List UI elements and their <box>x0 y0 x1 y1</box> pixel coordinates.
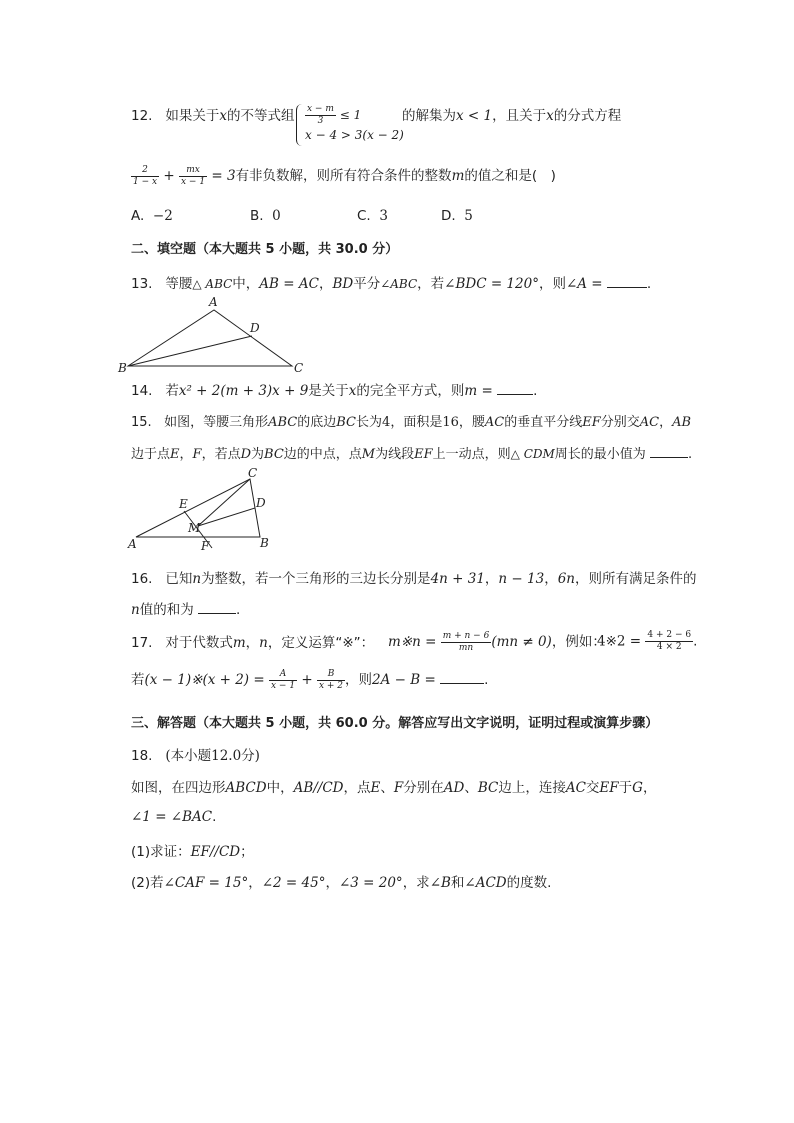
q12-inequality-system <box>296 104 404 146</box>
q12-text: 的值之和是( ) <box>464 168 556 184</box>
q17-definition-fraction: $\frac{m + n - 6}{mn}$ <box>442 630 490 653</box>
q16-line2: n值的和为 . <box>131 602 241 618</box>
q12-var-x: x <box>546 108 554 124</box>
q13-label-b: B <box>118 361 127 375</box>
q12-line1 <box>131 104 294 124</box>
q13-triangle-figure <box>116 294 316 376</box>
q12-eq-fraction-2: $\frac{mx}{x - 1}$ <box>180 164 206 187</box>
q15-label-f: F <box>201 539 210 552</box>
q18-header <box>131 744 260 764</box>
q17-example-fraction: $\frac{4 + 2 - 6}{4 \times 2}$ <box>647 630 692 652</box>
q15-triangle-figure <box>126 466 276 552</box>
q15-label-a: A <box>128 537 137 551</box>
q13-label-a: A <box>209 295 218 309</box>
q14-line: 14. 若x² + 2(m + 3)x + 9是关于x的完全平方式，则m = . <box>131 383 538 399</box>
q17-fraction-b: $\frac{B}{x + 2}$ <box>318 668 344 691</box>
q12-text: 如果关于 <box>165 108 220 124</box>
q13-label-c: C <box>294 361 304 375</box>
q18-part1: (1)求证：EF//CD； <box>131 844 254 860</box>
q17-fraction-a: $\frac{A}{x - 1}$ <box>270 668 296 691</box>
q12-text: 有非负数解，则所有符合条件的整数 <box>235 168 452 184</box>
q14-answer-blank[interactable] <box>497 382 533 395</box>
q12-second-inequality: x − 4 > 3(x − 2) <box>305 128 404 142</box>
q17-definition: m※n = $\frac{m + n - 6}{mn}$ (mn ≠ 0)，例如： <box>388 630 606 653</box>
q16-line1: 16. 已知n为整数，若一个三角形的三边长分别是4n + 31，n − 13，6n，则所有满足条件的 <box>131 571 697 587</box>
q13-number: 13. <box>131 276 153 292</box>
q15-segment-md <box>198 508 255 526</box>
q13-label-d: D <box>250 321 260 335</box>
q18-score: (本小题12.0分) <box>165 748 260 764</box>
section-heading-solutions: 三、解答题（本大题共 5 小题，共 60.0 分。解答应写出文字说明，证明过程或演算步骤） <box>131 716 659 731</box>
q16-answer-blank[interactable] <box>198 601 236 614</box>
q12-text: 的解集为 <box>402 108 456 124</box>
q12-var-m: m <box>451 168 465 184</box>
q18-line1: 如图，在四边形ABCD中，AB//CD，点E、F分别在AD、BC边上，连接AC交EF于G， <box>131 780 657 796</box>
q13-triangle <box>128 310 292 366</box>
q16-number: 16. <box>131 571 153 587</box>
q15-label-m: M <box>188 521 201 535</box>
q12-line2 <box>131 164 556 188</box>
q15-label-c: C <box>248 466 258 480</box>
q15-label-b: B <box>260 536 269 550</box>
q15-line2: 边于点E，F，若点D为BC边的中点，点M为线段EF上一动点，则△ CDM周长的最小值为 . <box>131 447 693 462</box>
q12-option-c[interactable]: C. 3 <box>357 208 388 224</box>
q12-eq-fraction-1: $\frac{2}{1 - x}$ <box>133 164 158 187</box>
q12-line1-cont <box>402 104 621 124</box>
q15-answer-blank[interactable] <box>650 445 688 458</box>
q17-number: 17. <box>131 635 153 651</box>
q15-number: 15. <box>131 415 152 430</box>
q12-relation: ≤ 1 <box>339 108 362 122</box>
q17-example: 4※2 = $\frac{4 + 2 - 6}{4 \times 2}$ . <box>597 630 698 652</box>
q12-text: ，且关于 <box>492 108 547 124</box>
q15-label-e: E <box>179 497 188 511</box>
q12-option-d[interactable]: D. 5 <box>441 208 473 224</box>
q12-rhs: = 3 <box>211 168 236 184</box>
q14-number: 14. <box>131 383 153 399</box>
q13-answer-blank[interactable] <box>607 275 647 288</box>
q18-part2: (2)若∠CAF = 15°，∠2 = 45°，∠3 = 20°，求∠B和∠ACD的度数. <box>131 875 552 891</box>
q12-option-b[interactable]: B. 0 <box>250 208 281 224</box>
q12-text: 的分式方程 <box>553 108 622 124</box>
q18-line2: ∠1 = ∠BAC. <box>131 809 217 825</box>
q13-line1: 13. 等腰△ ABC中，AB = AC，BD平分∠ABC，若∠BDC = 120°，则∠A = . <box>131 276 652 292</box>
q15-line1: 15. 如图，等腰三角形ABC的底边BC长为4，面积是16，腰AC的垂直平分线EF分别交AC，AB <box>131 415 692 430</box>
q17-answer-blank[interactable] <box>440 671 484 684</box>
q12-plus: + <box>163 168 175 184</box>
q15-segment-cm <box>198 479 250 526</box>
q17-line1: 17. 对于代数式m，n，定义运算“※”： <box>131 635 375 651</box>
q15-label-d: D <box>256 496 266 510</box>
q17-line2: 若(x − 1)※(x + 2) = $\frac{A}{x - 1}$ + $\frac{B}{x + 2}$ ，则2A − B = . <box>131 668 489 691</box>
q12-condition: x < 1 <box>456 108 493 124</box>
q12-number: 12. <box>131 108 153 124</box>
q12-text: 的不等式组 <box>226 108 295 124</box>
q18-number: 18. <box>131 748 153 764</box>
q12-var-x: x <box>219 108 227 124</box>
section-heading-fill-in: 二、填空题（本大题共 5 小题，共 30.0 分） <box>131 242 399 257</box>
q12-fraction: $\frac{x - m}{3}$ <box>307 104 334 126</box>
q13-bisector-bd <box>128 336 252 366</box>
q12-option-a[interactable]: A. −2 <box>131 208 173 224</box>
